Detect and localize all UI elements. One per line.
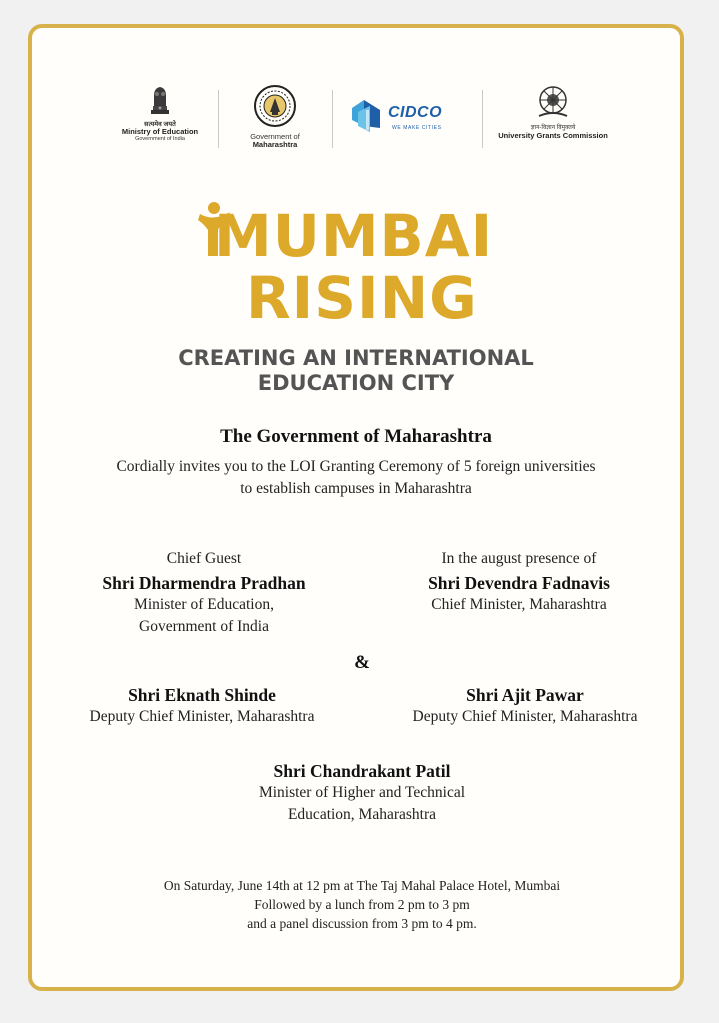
title-rising: RISING — [246, 264, 478, 332]
event-details — [32, 876, 692, 933]
deputy-cm-2-name: Shri Ajit Pawar — [466, 685, 584, 705]
subtitle-line1: CREATING AN INTERNATIONAL — [178, 346, 534, 370]
subtitle-line2: EDUCATION CITY — [257, 371, 455, 395]
cidco-tagline: WE MAKE CITIES — [392, 125, 442, 131]
cidco-building-icon — [350, 96, 384, 134]
ministry-name: Ministry of Education — [121, 127, 199, 136]
event-date-venue: On Saturday, June 14th at 12 pm at The Taj Mahal Palace Hotel, Mumbai — [163, 878, 561, 893]
maharashtra-line2: Maharashtra — [252, 140, 298, 149]
higher-education-minister-name: Shri Chandrakant Patil — [273, 761, 451, 781]
ugc-name: University Grants Commission — [498, 131, 608, 140]
logo-separator — [218, 90, 219, 148]
host-title: The Government of Maharashtra — [220, 426, 492, 447]
cidco-name: CIDCO — [388, 104, 443, 121]
deputy-cm-2-block — [370, 684, 680, 728]
ampersand: & — [354, 652, 370, 673]
ashoka-emblem-icon — [147, 84, 173, 116]
chief-guest-role1: Minister of Education, — [134, 596, 274, 613]
invite-line1: Cordially invites you to the LOI Granting Ceremony of 5 foreign universities — [116, 458, 596, 475]
chief-guest-name: Shri Dharmendra Pradhan — [102, 573, 306, 593]
maharashtra-logo — [230, 84, 320, 149]
higher-education-minister-role1: Minister of Higher and Technical — [258, 784, 466, 801]
maharashtra-line1: Government of — [250, 132, 300, 141]
chief-guest-label: Chief Guest — [166, 550, 242, 567]
ugc-logo — [498, 84, 608, 140]
chief-minister-name: Shri Devendra Fadnavis — [428, 573, 610, 593]
maharashtra-seal-icon — [253, 84, 297, 128]
deputy-cm-1-role: Deputy Chief Minister, Maharashtra — [89, 708, 315, 725]
event-lunch: Followed by a lunch from 2 pm to 3 pm — [254, 897, 470, 912]
ministry-of-education-logo — [110, 84, 210, 143]
ugc-emblem-icon — [533, 84, 573, 120]
ministry-motto: सत्यमेव जयते — [144, 121, 176, 128]
invite-line2: to establish campuses in Maharashtra — [240, 480, 472, 497]
higher-education-minister-role2: Education, Maharashtra — [287, 806, 437, 823]
chief-guest-block — [54, 548, 354, 638]
presence-label: In the august presence of — [441, 550, 597, 567]
ministry-sub: Government of India — [135, 136, 185, 142]
higher-education-minister-block — [32, 760, 692, 826]
invitation-card — [28, 24, 684, 991]
deputy-cm-1-block — [52, 684, 352, 728]
logo-separator — [482, 90, 483, 148]
deputy-cm-1-name: Shri Eknath Shinde — [128, 685, 276, 705]
logo-separator — [332, 90, 333, 148]
chief-minister-block — [364, 548, 674, 616]
title-mumbai: MUMBAI — [214, 202, 494, 270]
event-panel: and a panel discussion from 3 pm to 4 pm. — [247, 916, 477, 931]
deputy-cm-2-role: Deputy Chief Minister, Maharashtra — [412, 708, 638, 725]
chief-minister-role: Chief Minister, Maharashtra — [431, 596, 607, 613]
chief-guest-role2: Government of India — [139, 618, 269, 635]
ugc-motto: ज्ञान-विज्ञान विमुक्तये — [530, 125, 576, 131]
